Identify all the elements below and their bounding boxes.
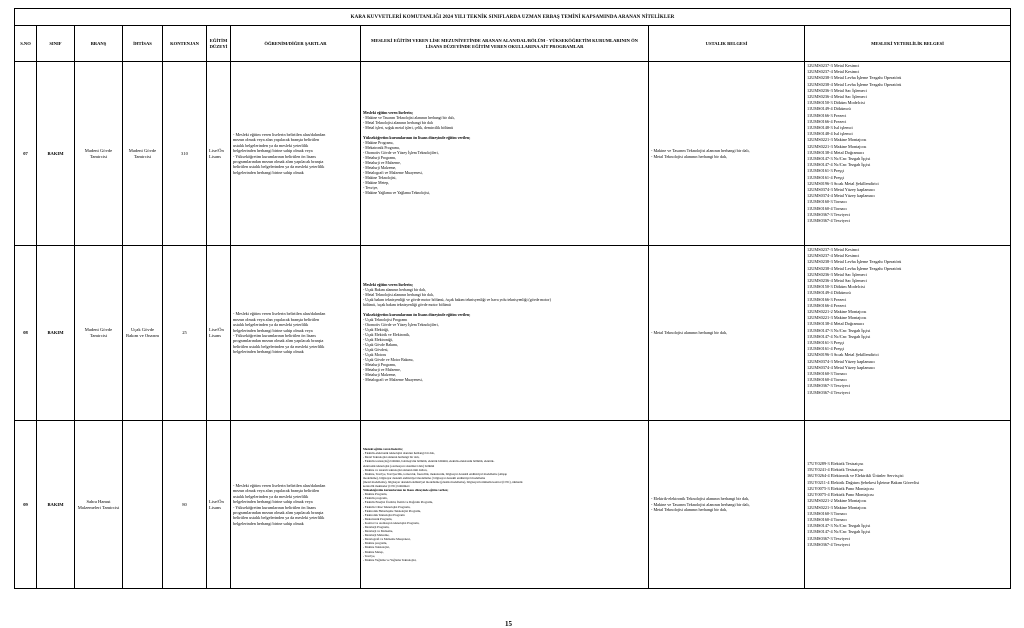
list-item: 11UMS0160-4 Tornacı (807, 516, 847, 522)
program-line: - Metalurji Programı, (363, 363, 397, 367)
program-line: - Makine ve Tasarım Teknolojisi alanının herhangi bir dalı, (363, 116, 455, 120)
cell-sartlar (231, 62, 361, 246)
list-item: 11UMS0160-3 Tornacı (807, 199, 847, 205)
list-item: 11UMS0148-3 Isıl işlemci (807, 125, 853, 131)
program-line: - Uçak Teknolojisi Programı (363, 318, 408, 322)
cell-alanlar (361, 421, 649, 589)
cell-ustalik (649, 246, 805, 421)
cell-egitim: Lise/Ön Lisans (207, 246, 231, 421)
cell-yeterlilik (805, 246, 1011, 421)
table-row (15, 246, 1011, 421)
list-item: 11UMS0161-4 Preşçi (807, 174, 845, 180)
cell-ustalik (649, 62, 805, 246)
list-item: 17UY0289-3 Elektrik Tesisatçısı (807, 461, 864, 467)
program-line: - Metal Teknolojisi alanının herhangi bir dalı, (363, 455, 420, 460)
program-line: - Elektronik Haberleşme Teknolojisi Programı, (363, 508, 422, 513)
list-item: 12UMS0196-3 Sıcak Metal Şekillendirici (807, 180, 879, 186)
program-line: - Makine Yağlama ve Yağlama Teknolojisi, (363, 191, 431, 195)
list-item: 12UMS0221-2 Makine Montajcısı (807, 309, 867, 315)
list-item: 12UMS0221-3 Makine Montajcısı (807, 137, 867, 143)
cell-sno: 09 (15, 421, 37, 589)
list-item: 11UMS0147-3 Nc/Cnc Tezgah İşçisi (807, 523, 871, 529)
list-item: - Mesleki eğitim veren liselerin belirtilen alan/dalından (233, 482, 326, 488)
program-line: - Elektrik-elektronik teknolojisi alanının herhangi bir dalı, (363, 451, 435, 456)
program-line: - Elektronik Teknolojisi Programı (363, 512, 405, 517)
program-line: - Metalurji Programı, (363, 156, 397, 160)
program-line: - Tesviye, (363, 553, 376, 558)
program-line: - Metalografi ve Malzeme Muayenesi, (363, 378, 423, 382)
list-item: 11UMS0367-4 Tesviyeci (807, 541, 851, 547)
program-line: - Otomotiv Gövde ve Yüzey İşlem Teknolojileri, (363, 323, 439, 327)
list-item: 12UMS0237-3 Metal Kesimci (807, 247, 860, 252)
list-item: - Yükseköğretim kurumlarının belirtilen ön lisans (233, 333, 316, 338)
program-line: - Makine Metep, (363, 181, 390, 185)
list-item: belgelerinden herhangi birine sahip olmak veya (233, 148, 313, 154)
list-item: belirtilen ustalık belgelerinden ya da mesleki yeterlilik (233, 515, 325, 521)
cell-brans: Madeni Gövde Tamircisi (75, 246, 123, 421)
list-item: 11UMS0147-4 Nc/Cnc Tezgah İşçisi (807, 333, 871, 339)
list-item: - Mesleki eğitim veren liselerin belirtilen alan/dalından (233, 131, 326, 137)
list-item: mezun olmak veya alan yapılacak branşta belirtilen (233, 137, 320, 143)
list-item: programlarından mezun olmak alım yapılacak branşta (233, 509, 324, 515)
list-item: belirtilen ustalık belgelerinden ya da mesleki yeterlilik (233, 164, 325, 170)
list-item: belirtilen ustalık belgelerinden ya da mesleki yeterlilik (233, 343, 325, 349)
program-line: - Metalurji Malzeme, (363, 533, 390, 538)
cell-yeterlilik (805, 421, 1011, 589)
requirements-table (14, 8, 1011, 589)
cell-alanlar (361, 246, 649, 421)
list-item: 11UMS0367-4 Tesviyeci (807, 218, 851, 224)
list-item: 11UMS0161-4 Preşçi (807, 346, 845, 352)
list-item: 11UMS0160-3 Tornacı (807, 371, 847, 377)
cell-brans: Madeni Gövde Tamircisi (75, 62, 123, 246)
program-line: - Kontrol ve otomasyon teknolojisi Programı, (363, 520, 420, 525)
program-line: - Metalurji Malzeme, (363, 166, 397, 170)
list-item: belgelerinden herhangi birine sahip olmak (233, 169, 304, 175)
list-item: programlarından mezun olmak alım yapılacak branşta (233, 158, 324, 164)
program-line: - Elektrik programı, (363, 496, 388, 501)
list-item: 11UMS0138-4 Metal Doğramacı (807, 149, 864, 155)
list-item: 12UMS0221-3 Makine Montajcısı (807, 504, 867, 510)
program-line: - Uçak Motoru (363, 353, 387, 357)
program-line: - Uçak Elektroniği, (363, 338, 393, 342)
program-line: - Metalurji ve Malzeme, (363, 161, 401, 165)
program-line: - Makine Programı, (363, 492, 388, 497)
list-item: 11UMS0166-4 Frezeci (807, 118, 847, 124)
list-item: 11UMS0160-4 Tornacı (807, 377, 847, 383)
program-line: - Makine Teknolojisi, (363, 545, 390, 550)
list-item: 15UY0211-4 Elektrik Dağıtım Şebekesi İşletme Bakım Görevlisi (807, 479, 920, 485)
list-item: belgelerinden herhangi birine sahip olmak (233, 520, 304, 526)
list-item: 11UMS0150-3 Döküm Modelcisi (807, 100, 865, 106)
program-line: - Makine Programı, (363, 141, 394, 145)
list-item: 11UMS0149-4 Dökümcü (807, 106, 851, 112)
cell-ihtisas: Madeni Gövde Tamircisi (123, 62, 163, 246)
document-page (14, 8, 1010, 589)
header-brans: BRANŞ (75, 26, 123, 62)
program-line: (metal modelleme), bilgisayar destekli endüstriyel modelleme (plastik modelleme), bilgisayarlı nümerik kontrol (CNC), nümerik (363, 479, 523, 484)
cell-ustalik (649, 421, 805, 589)
list-item: belgelerinden herhangi birine sahip olmak veya (233, 499, 313, 505)
cell-kontenjan: 310 (163, 62, 207, 246)
cell-ihtisas: Uçak Gövde Bakım ve Onarım (123, 246, 163, 421)
cell-yeterlilik (805, 62, 1011, 246)
list-item: 12UMS0221-3 Makine Montajcısı (807, 143, 867, 149)
program-line: - Mekatronik Programı, (363, 146, 400, 150)
program-line: - Uçak Gövdesi, (363, 348, 389, 352)
program-line: - Metalurji Programı, (363, 524, 390, 529)
list-item: 12UMS0221-3 Makine Montajcısı (807, 315, 867, 321)
cell-ihtisas (123, 421, 163, 589)
program-line: - Makine programı, (363, 541, 388, 546)
program-line: - Metalurji ve Malzeme, (363, 529, 394, 534)
program-line: - Metalografi ve Malzeme Muayenesi, (363, 171, 423, 175)
cell-sno: 07 (15, 62, 37, 246)
list-item: - Makine ve Tasarım Teknolojisi alanının herhangi bir dalı, (651, 501, 750, 507)
program-line: Mesleki eğitim veren liselerin; (363, 111, 413, 115)
program-line: modelleme), bilgisayar destekli endüstriyel modelleme ( bilgisayar destekli endüstriyel modelleme (363, 475, 486, 480)
program-line: - Metalografi ve Malzeme Muayenesi, (363, 537, 411, 542)
header-kontenjan: KONTENJAN (163, 26, 207, 62)
list-item: - Metal Teknolojisi alanının herhangi bir dalı, (651, 153, 728, 159)
list-item: - Yükseköğretim kurumlarının belirtilen ön lisans (233, 153, 316, 159)
list-item: 11UMS0149-4 Dökümcü (807, 290, 851, 296)
list-item: 12UMS0236-3 Metal Sac İşlemeci (807, 87, 867, 93)
cell-sinif: BAKIM (37, 246, 75, 421)
list-item: belgelerinden herhangi birine sahip olmak veya (233, 327, 313, 333)
header-egitim: EĞİTİM DÜZEYİ (207, 26, 231, 62)
program-line: - Metal Teknolojisi alanının herhangi bir dalı (363, 121, 433, 125)
program-line: elektronik teknolojisi (otomasyon sistemleri dalı) bölümü (363, 463, 435, 468)
list-item: 11UMS0367-3 Tesviyeci (807, 383, 851, 389)
list-item: ustalık belgelerinden ya da mesleki yeterlilik (233, 322, 309, 328)
list-item: 11UMS0367-4 Tesviyeci (807, 389, 851, 395)
program-line: - Mekatronik Programı, (363, 516, 393, 521)
list-item: 12UMS0374-3 Metal Yüzey kaplamacı (807, 187, 875, 193)
program-line: kontrollü makineler (CNC) bölümleri (363, 484, 410, 489)
cell-sno: 08 (15, 246, 37, 421)
list-item: 11UMS0147-3 Nc/Cnc Tezgah İşçisi (807, 156, 871, 162)
program-line: - Uçak Elektriği, (363, 328, 390, 332)
program-line: - Uçak Gövde ve Motor Bakımı, (363, 358, 414, 362)
list-item: belgelerinden herhangi birine sahip olmak (233, 349, 304, 355)
list-item: programlarından mezun olmak alım yapılacak branşta (233, 338, 324, 344)
program-line: - Elektrik tesisatçılığı bölümü, bobinajcılık bölümü, elektrik bölümü, elektrik-elektronik bölümü, elektrik- (363, 459, 495, 464)
header-row (15, 26, 1011, 62)
list-item: 12UMS0238-3 Metal Levha İşleme Tezgahı Operatörü (807, 259, 902, 265)
program-line: - Metalurji Malzeme, (363, 373, 397, 377)
page-number: 15 (505, 620, 512, 628)
program-line: - Metal Teknolojisi alanının herhangi bir dalı, (363, 293, 434, 297)
program-line: - Makine, Tesviye, Tesviyecilik, tornacılık, frezecilik, mekatronik, bilgisayar destekli endüstriyel modelleme (Ahşap (363, 471, 508, 476)
list-item: - Yükseköğretim kurumlarının belirtilen ön lisans (233, 504, 316, 510)
header-sinif: SINIF (37, 26, 75, 62)
list-item: 11UMS0166-3 Frezeci (807, 296, 847, 302)
cell-alanlar (361, 62, 649, 246)
list-item: 12UMS0196-3 Sıcak Metal Şekillendirici (807, 352, 879, 358)
list-item: 12UY0075-4 Elektrik Pano Montajcısı (807, 492, 874, 498)
list-item: 11UMS0166-3 Frezeci (807, 112, 847, 118)
program-line: - Makine ve tasarım teknolojisi alanının tüm dalları, (363, 467, 428, 472)
program-line: - Uçak Gövde Bakımı, (363, 343, 399, 347)
list-item: 11UMS0147-4 Nc/Cnc Tezgah İşçisi (807, 529, 871, 535)
list-item: ustalık belgelerinden ya da mesleki yeterlilik (233, 142, 309, 148)
cell-kontenjan: 80 (163, 421, 207, 589)
list-item: 12UMS0374-3 Metal Yüzey kaplamacı (807, 358, 875, 364)
cell-brans: Sahra Hamut Malzemeleri Tamircisi (75, 421, 123, 589)
program-line: - Metal işleri, soğuk metal işleri, çelik, demircilik bölümü (363, 126, 454, 130)
list-item: 11UMS0367-3 Tesviyeci (807, 211, 851, 217)
cell-egitim: Lise/Ön Lisans (207, 421, 231, 589)
table-row (15, 421, 1011, 589)
cell-sartlar (231, 246, 361, 421)
program-line: Yükseköğretim kurumlarının ön lisans düzeyinde eğitim verilen; (363, 136, 471, 140)
table-row (15, 62, 1011, 246)
list-item: mezun olmak veya alan yapılacak branşta belirtilen (233, 316, 320, 322)
list-item: 11UMS0138-4 Metal Doğramacı (807, 321, 864, 327)
list-item: - Mesleki eğitim veren liselerin belirtilen alan/dalından (233, 311, 326, 317)
cell-egitim: Lise/Ön Lisans (207, 62, 231, 246)
list-item: 11UMS0147-4 Nc/Cnc Tezgah İşçisi (807, 162, 871, 168)
program-line: - Otomotiv Gövde ve Yüzey İşlem Teknolojileri, (363, 151, 439, 155)
list-item: 12UMS0374-4 Metal Yüzey kaplamacı (807, 193, 875, 199)
list-item: 11UMS0160-4 Tornacı (807, 205, 847, 211)
list-item: 12UMS0238-3 Metal Levha İşleme Tezgahı Operatörü (807, 75, 902, 81)
cell-sinif: BAKIM (37, 62, 75, 246)
program-line: - Uçak bakım teknisyenliği ve gövde motor bölümü, /uçak bakım teknisyenliği ve hava yolu teknisyenliği (gövde motor) (363, 298, 551, 302)
list-item: 12UY0075-3 Elektrik Pano Montajcısı (807, 485, 874, 491)
list-item: 12UMS0374-4 Metal Yüzey kaplamacı (807, 364, 875, 370)
list-item: 12UMS0221-2 Makine Montajcısı (807, 498, 867, 504)
program-line: - Metalurji ve Malzeme, (363, 368, 401, 372)
list-item: 11UMS0161-3 Preşçi (807, 340, 845, 346)
header-sartlar: ÖĞRENİM/DİĞER ŞARTLAR (231, 26, 361, 62)
program-line: - Elektrik Cihaz Teknolojisi Programı, (363, 504, 411, 509)
program-line: Mesleki eğitim veren liselerin; (363, 447, 403, 452)
program-line: Yükseköğretim kurumlarının ön lisans düzeyinde eğitim verilen; (363, 488, 449, 493)
list-item: 15UY0241-4 Elektrik Tesisatçısı (807, 467, 864, 473)
header-sno: S.NO (15, 26, 37, 62)
list-item: 11UMS0150-3 Döküm Modelcisi (807, 284, 865, 290)
list-item: - Metal Teknolojisi alanının herhangi bir dalı, (651, 507, 728, 513)
program-line: Mesleki eğitim veren liselerin; (363, 283, 413, 287)
program-line: - Elektrik Enerjisi Üretimi, İletim ve Dağıtımı Programı, (363, 500, 434, 505)
cell-sinif: BAKIM (37, 421, 75, 589)
list-item: 12UMS0236-4 Metal Sac İşlemeci (807, 94, 867, 100)
list-item: 11UMS0147-3 Nc/Cnc Tezgah İşçisi (807, 327, 871, 333)
program-line: - Makine Teknolojisi, (363, 176, 397, 180)
list-item: 12UMS0237-4 Metal Kesimci (807, 69, 860, 75)
program-line: bölümü, /uçak bakım teknisyenliği gövde motor bölümü (363, 303, 451, 307)
list-item: 11UMS0160-3 Tornacı (807, 510, 847, 516)
list-item: 11UMS0148-4 Isıl işlemci (807, 131, 853, 137)
list-item: - Makine ve Tasarım Teknolojisi alanının herhangi bir dalı, (651, 148, 750, 154)
list-item: - Elektrik-elektronik Teknolojisi alanının herhangi bir dalı, (651, 496, 750, 502)
list-item: 11UMS0367-3 Tesviyeci (807, 535, 851, 541)
list-item: - Metal Teknolojisi alanının herhangi bir dalı, (651, 330, 728, 336)
list-item: 11UMS0161-3 Preşçi (807, 168, 845, 174)
program-line: - Makine Yağlama ve Yağlama Teknolojisi, (363, 557, 417, 562)
program-line: - Uçak Bakım alanının herhangi bir dalı, (363, 288, 426, 292)
cell-sartlar (231, 421, 361, 589)
header-ihtisas: İHTİSAS (123, 26, 163, 62)
list-item: 12UMS0238-4 Metal Levha İşleme Tezgahı Operatörü (807, 81, 902, 87)
list-item: 16UY0264-4 Elektronik ve Elektrikli Ürünler Servisçisi (807, 473, 904, 479)
list-item: 12UMS0236-3 Metal Sac İşlemeci (807, 271, 867, 277)
list-item: 12UMS0236-4 Metal Sac İşlemeci (807, 278, 867, 284)
program-line: Yükseköğretim kurumlarının ön lisans düzeyinde eğitim verilen; (363, 313, 471, 317)
list-item: 12UMS0238-4 Metal Levha İşleme Tezgahı Operatörü (807, 265, 902, 271)
cell-kontenjan: 25 (163, 246, 207, 421)
header-alanlar: MESLEKİ EĞİTİM VEREN LİSE MEZUNİYETİNDE ARANAN ALAN/DAL/BÖLÜM - YÜKSEKÖĞRETİM KURUMLARININ ÖN LİSANS DÜZEYİNDE EĞİTİM VEREN OKULLARINA AİT PROGRAMLAR (361, 26, 649, 62)
list-item: 11UMS0166-4 Frezeci (807, 302, 847, 308)
list-item: mezun olmak veya alan yapılacak branşta belirtilen (233, 488, 320, 494)
header-ustalik: USTALIK BELGESİ (649, 26, 805, 62)
header-yeterlilik: MESLEKİ YETERLİLİK BELGESİ (805, 26, 1011, 62)
program-line: - Uçak Elektrik ve Elektronik, (363, 333, 410, 337)
table-title: KARA KUVVETLERİ KOMUTANLIĞI 2024 YILI TEKNİK SINIFLARDA UZMAN ERBAŞ TEMİNİ KAPSAMINDA ARANAN NİTELİKLER (15, 9, 1011, 26)
list-item: ustalık belgelerinden ya da mesleki yeterlilik (233, 493, 309, 499)
list-item: 12UMS0237-4 Metal Kesimci (807, 253, 860, 259)
program-line: - Makine Metep, (363, 549, 384, 554)
list-item: 12UMS0237-3 Metal Kesimci (807, 63, 860, 68)
program-line: - Tesviye, (363, 186, 379, 190)
